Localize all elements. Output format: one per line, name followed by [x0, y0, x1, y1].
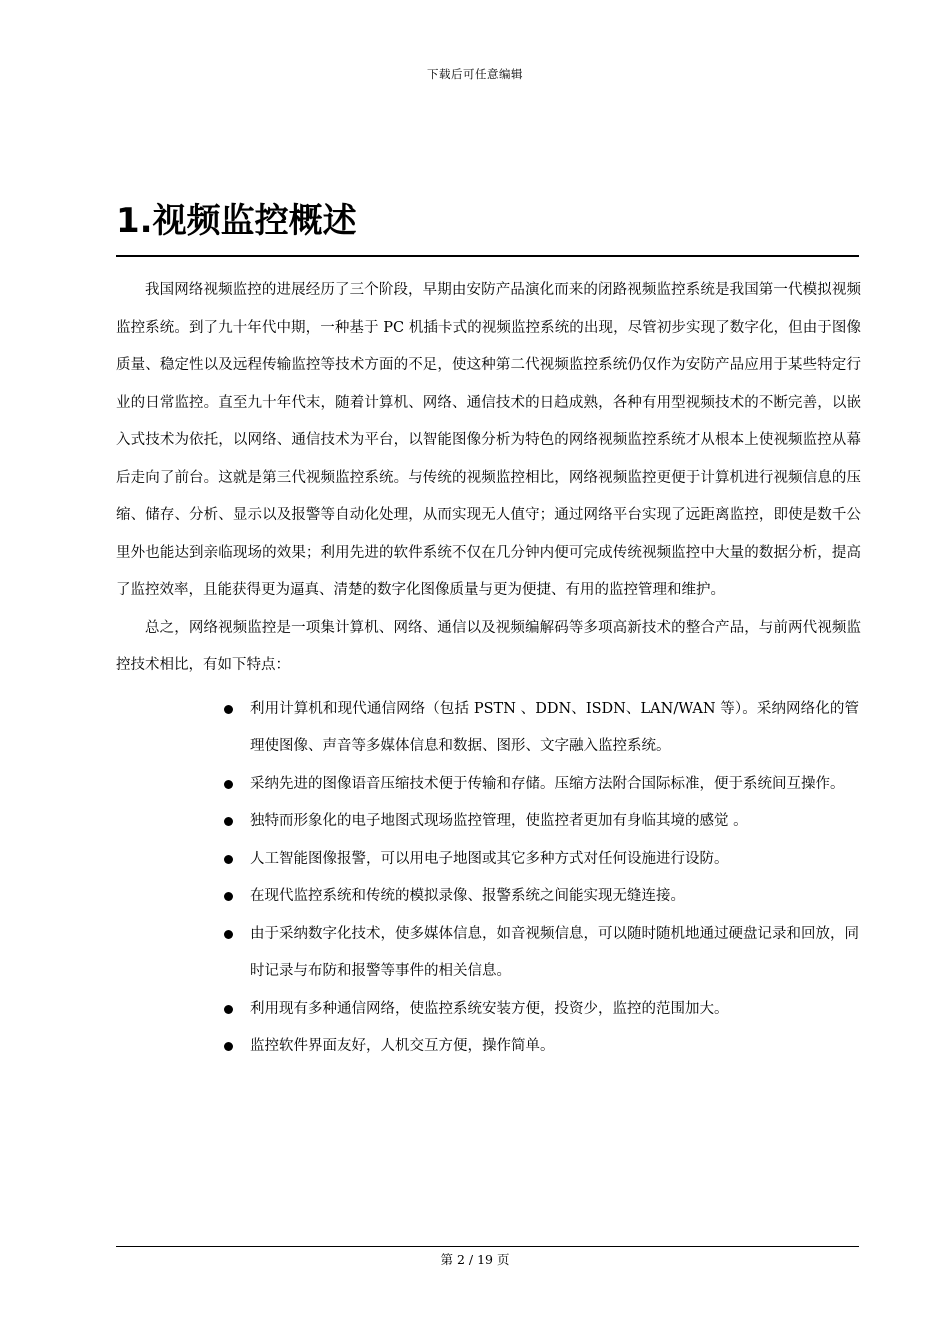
feature-text: 人工智能图像报警，可以用电子地图或其它多种方式对任何设施进行设防。 — [250, 850, 729, 867]
document-body — [116, 272, 861, 1066]
feature-text: 采纳先进的图像语音压缩技术便于传输和存储。压缩方法附合国际标准，便于系统间互操作。 — [250, 775, 845, 792]
feature-list — [116, 691, 861, 1066]
page-number: 第 2 / 19 页 — [440, 1252, 510, 1267]
bullet-icon — [224, 1005, 233, 1014]
feature-item — [116, 991, 861, 1029]
bullet-icon — [224, 1042, 233, 1051]
paragraph-summary: 总之，网络视频监控是一项集计算机、网络、通信以及视频编解码等多项高新技术的整合产品，与前两代视频监控技术相比，有如下特点： — [116, 619, 861, 673]
feature-text: 在现代监控系统和传统的模拟录像、报警系统之间能实现无缝连接。 — [250, 888, 685, 904]
feature-text: 监控软件界面友好，人机交互方便，操作简单。 — [250, 1038, 555, 1054]
paragraph-intro: 我国网络视频监控的进展经历了三个阶段，早期由安防产品演化而来的闭路视频监控系统是我国第一代模拟视频监控系统。到了九十年代中期，一种基于 PC 机插卡式的视频监控系统的出现，尽管初步实现了数字化，但由于图像质量、稳定性以及远程传输监控等技术方面的不足，使这种第二代视频监控系统仍仅作为安防产品应用于某些特定行业的日常监控。直至九十年代末，随着计算机、网络、通信技术的日趋成熟，各种有用型视频技术的不断完善，以嵌入式技术为依托，以网络、通信技术为平台，以智能图像分析为特色的网络视频监控系统才从根本上使视频监控从幕后走向了前台。这就是第三代视频监控系统。与传统的视频监控相比，网络视频监控更便于计算机进行视频信息的压缩、储存、分析、显示以及报警等自动化处理，从而实现无人值守；通过网络平台实现了远距离监控，即使是数千公里外也能达到亲临现场的效果；利用先进的软件系统不仅在几分钟内便可完成传统视频监控中大量的数据分析，提高了监控效率，且能获得更为逼真、清楚的数字化图像质量与更为便捷、有用的监控管理和维护。 — [116, 282, 861, 598]
bullet-icon — [224, 780, 233, 789]
feature-item — [116, 766, 861, 804]
bullet-icon — [224, 855, 233, 864]
feature-text: 由于采纳数字化技术，使多媒体信息，如音视频信息，可以随时随机地通过硬盘记录和回放，同时记录与布防和报警等事件的相关信息。 — [250, 925, 859, 979]
feature-item — [116, 878, 861, 916]
feature-item — [116, 691, 861, 766]
footer-divider — [116, 1246, 859, 1247]
feature-item — [116, 916, 861, 991]
bullet-icon — [224, 892, 233, 901]
feature-text: 利用计算机和现代通信网络（包括 PSTN 、DDN、ISDN、LAN/WAN 等）。采纳网络化的管理使图像、声音等多媒体信息和数据、图形、文字融入监控系统。 — [250, 700, 859, 754]
feature-text: 独特而形象化的电子地图式现场监控管理，使监控者更加有身临其境的感觉 。 — [250, 813, 748, 829]
section-title: 1.视频监控概述 — [116, 201, 357, 241]
header-note: 下载后可任意编辑 — [427, 67, 523, 81]
bullet-icon — [224, 817, 233, 826]
title-divider — [116, 255, 859, 257]
feature-item — [116, 803, 861, 841]
feature-item — [116, 841, 861, 879]
feature-item — [116, 1028, 861, 1066]
bullet-icon — [224, 705, 233, 714]
bullet-icon — [224, 930, 233, 939]
feature-text: 利用现有多种通信网络，使监控系统安装方便，投资少，监控的范围加大。 — [250, 1000, 729, 1017]
